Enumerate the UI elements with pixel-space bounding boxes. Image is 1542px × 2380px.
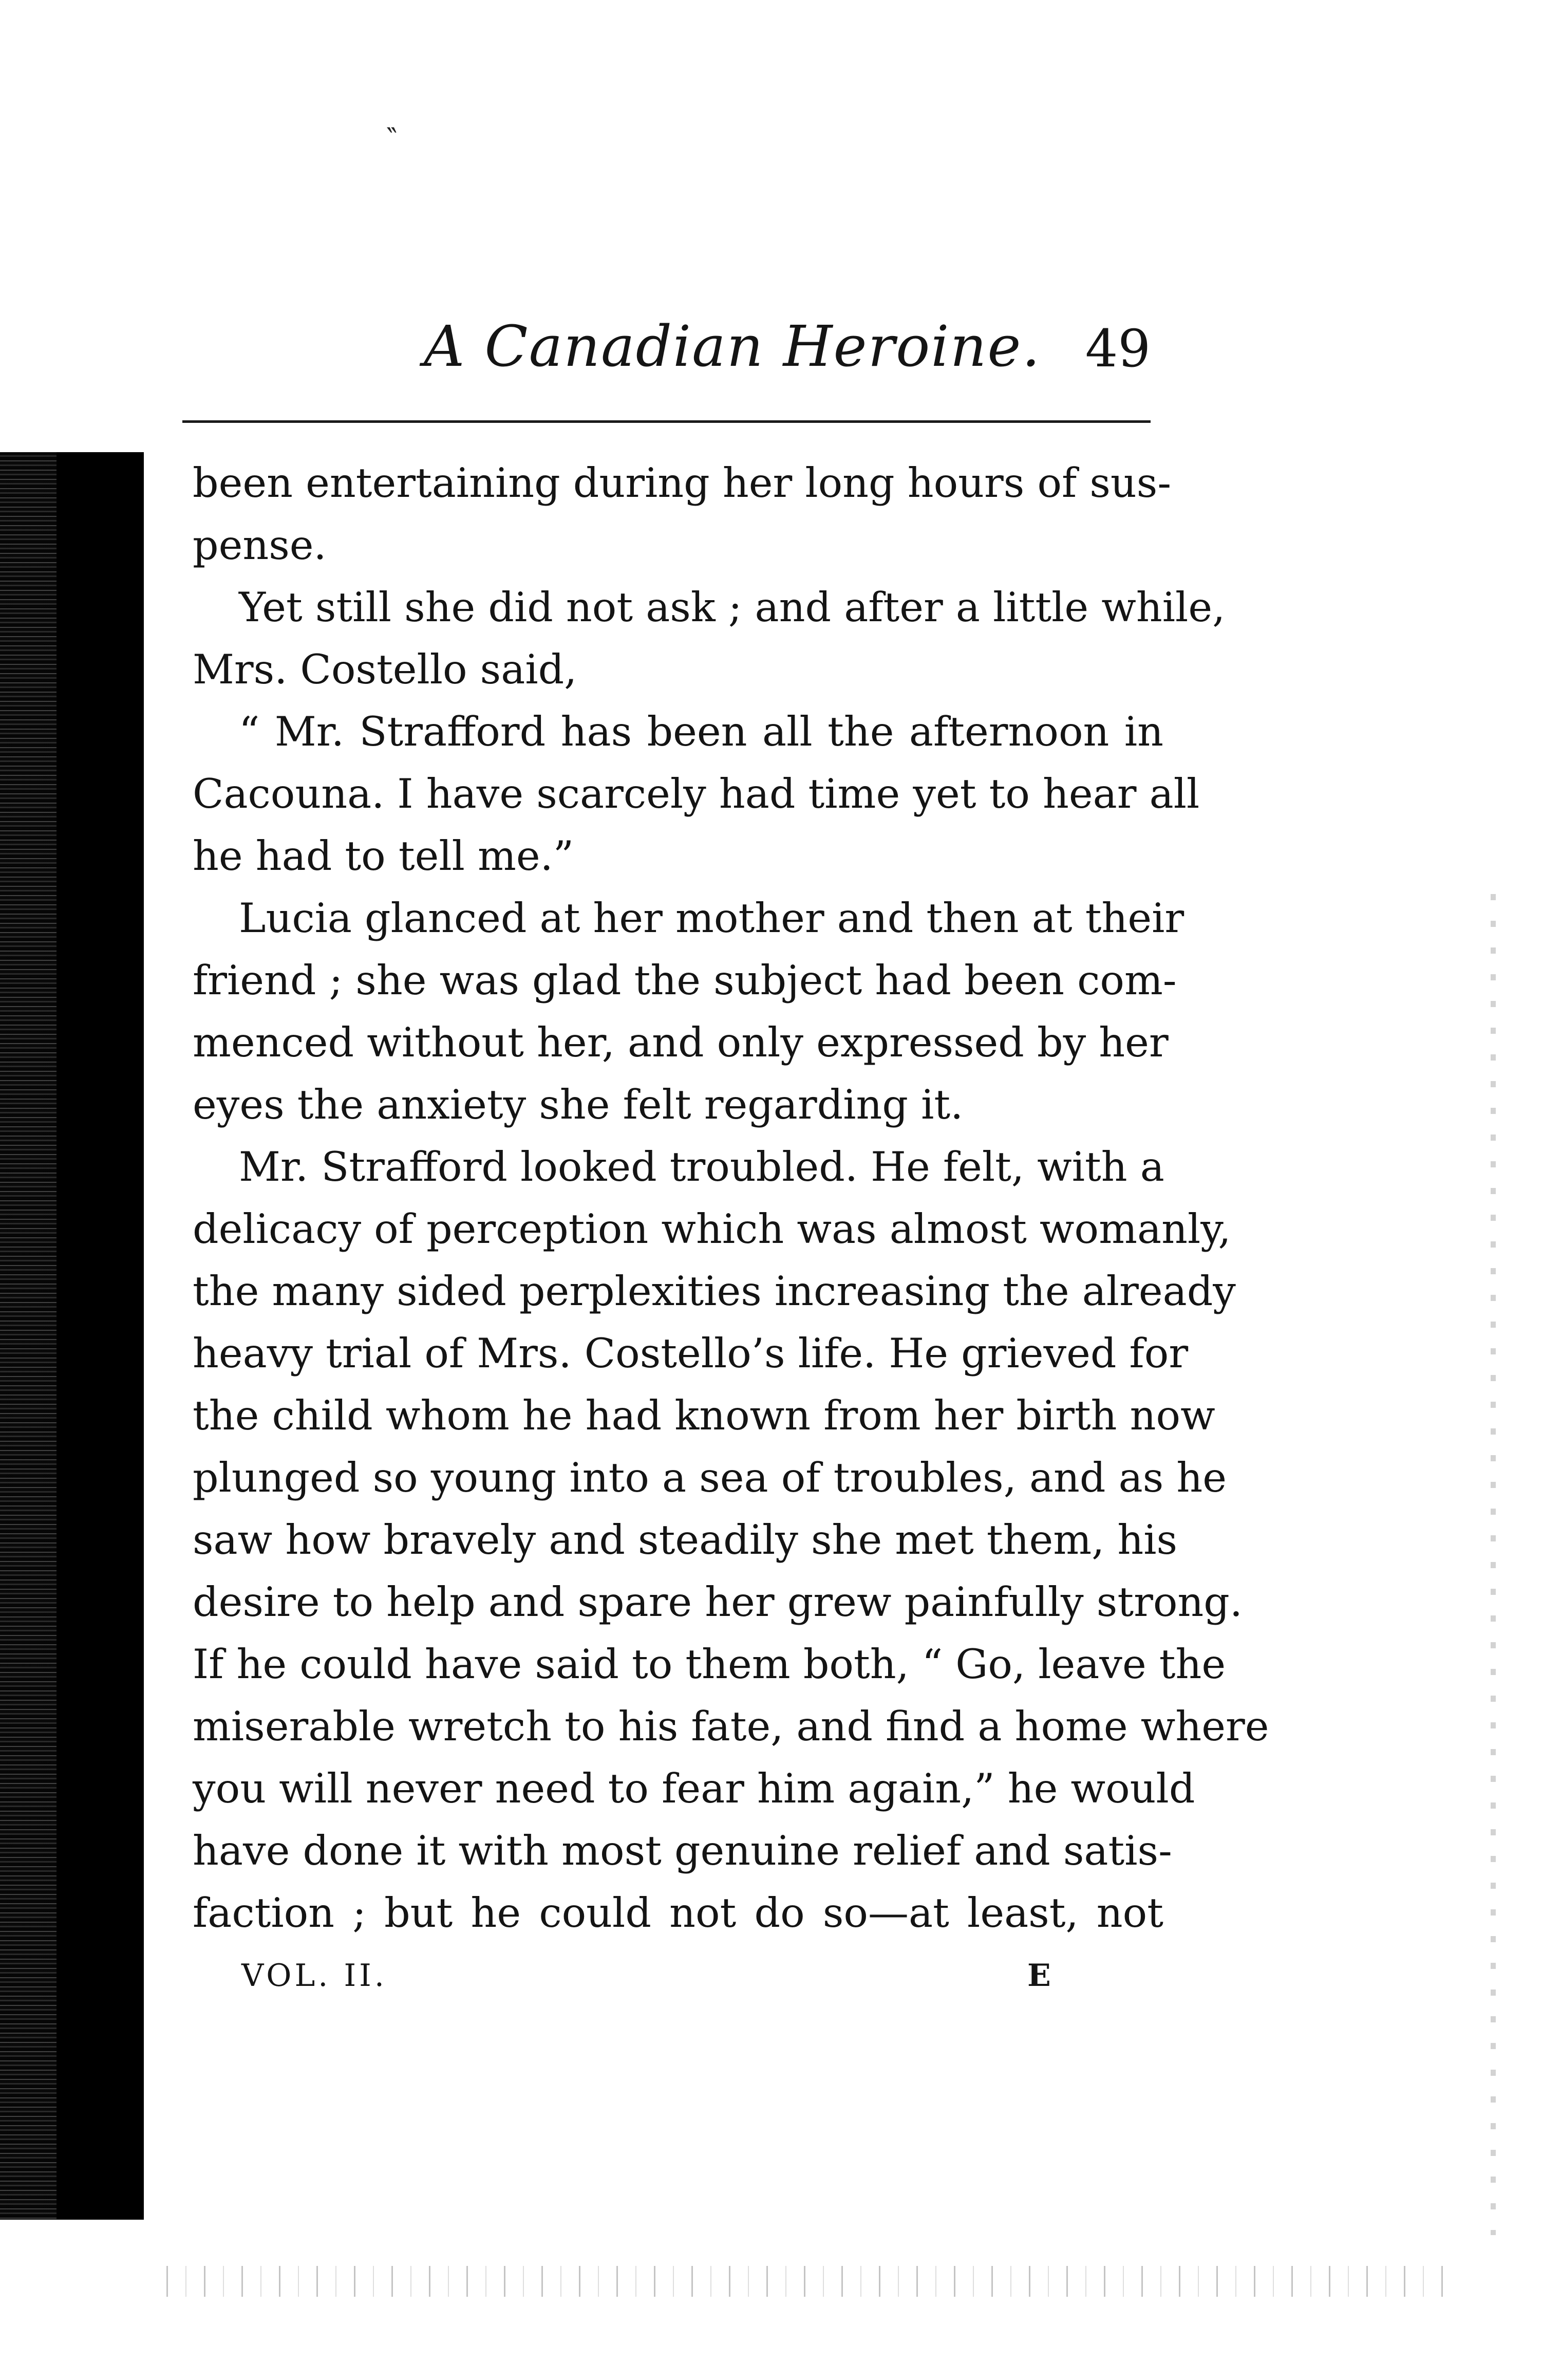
text-line: saw how bravely and steadily she met them, his <box>193 1516 1178 1564</box>
text-line: “ Mr. Strafford has been all the afternoon in <box>239 708 1163 755</box>
text-line: Yet still she did not ask ; and after a little while, <box>239 584 1226 631</box>
text-line: plunged so young into a sea of troubles, and as he <box>193 1454 1227 1501</box>
signature-mark: E <box>1027 1958 1051 1994</box>
text-line: menced without her, and only expressed by her <box>193 1019 1169 1066</box>
printer-mark: ‶ <box>386 122 397 156</box>
page-number: 49 <box>1085 319 1151 379</box>
page-edge-specks <box>1491 873 1496 2235</box>
spine-texture <box>0 452 57 2220</box>
text-line: he had to tell me.” <box>193 832 574 880</box>
text-line: Mr. Strafford looked troubled. He felt, with a <box>239 1143 1164 1191</box>
body-text <box>193 452 1269 1944</box>
text-line: eyes the anxiety she felt regarding it. <box>193 1081 964 1128</box>
text-line: the child whom he had known from her birth now <box>193 1392 1215 1439</box>
volume-marker: VOL. II. <box>241 1958 387 1994</box>
text-line: Mrs. Costello said, <box>193 646 577 693</box>
text-line: Lucia glanced at her mother and then at their <box>239 895 1184 942</box>
text-line: been entertaining during her long hours of sus- <box>193 459 1172 507</box>
text-line: friend ; she was glad the subject had been com- <box>193 957 1177 1004</box>
text-line: pense. <box>193 522 327 569</box>
text-line: have done it with most genuine relief and satis- <box>193 1827 1172 1874</box>
running-title: A Canadian Heroine. <box>424 313 1041 379</box>
text-line: Cacouna. I have scarcely had time yet to hear all <box>193 770 1200 817</box>
text-line: miserable wretch to his fate, and find a home where <box>193 1703 1269 1750</box>
text-line: desire to help and spare her grew painfully strong. <box>193 1578 1243 1626</box>
text-line: heavy trial of Mrs. Costello’s life. He grieved for <box>193 1330 1189 1377</box>
running-head <box>182 303 1151 380</box>
text-line: you will never need to fear him again,” he would <box>193 1765 1195 1812</box>
text-line: the many sided perplexities increasing the already <box>193 1268 1236 1315</box>
header-rule <box>182 420 1151 423</box>
text-line: faction ; but he could not do so—at least, not <box>193 1889 1163 1937</box>
bottom-edge-specks <box>149 2266 1454 2297</box>
text-line: If he could have said to them both, “ Go, leave the <box>193 1641 1226 1688</box>
text-line: delicacy of perception which was almost womanly, <box>193 1205 1231 1253</box>
